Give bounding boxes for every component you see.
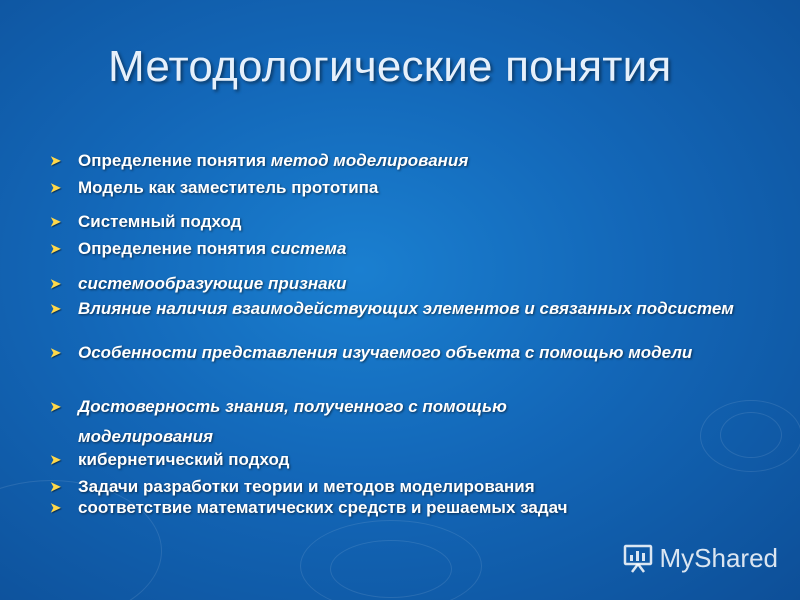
list-item-text: Достоверность знания, полученного с помощью: [78, 397, 507, 416]
list-item: [50, 178, 740, 197]
list-item-text: соответствие математических средств и решаемых задач: [78, 498, 568, 517]
list-item-continuation: [50, 427, 740, 446]
arrow-bullet-icon: ➤: [50, 241, 61, 256]
list-item: [50, 239, 740, 258]
arrow-bullet-icon: ➤: [50, 399, 61, 414]
arrow-bullet-icon: ➤: [50, 479, 61, 494]
arrow-bullet-icon: ➤: [50, 500, 61, 515]
list-item: [50, 498, 740, 517]
list-item: [50, 151, 740, 170]
list-item-text: моделирования: [78, 427, 214, 446]
list-item-text: Определение понятия система: [78, 239, 347, 258]
list-item-text: системообразующие признаки: [78, 274, 347, 293]
arrow-bullet-icon: ➤: [50, 301, 61, 316]
ripple-decoration: [330, 540, 452, 598]
list-item: [50, 343, 740, 362]
watermark-text: MyShared: [659, 542, 778, 573]
arrow-bullet-icon: ➤: [50, 180, 61, 195]
arrow-bullet-icon: ➤: [50, 153, 61, 168]
list-item: [50, 477, 740, 496]
list-item-text: Определение понятия метод моделирования: [78, 151, 469, 170]
list-item-text: Влияние наличия взаимодействующих элементов и связанных подсистем: [78, 299, 734, 318]
list-item: [50, 397, 740, 416]
arrow-bullet-icon: ➤: [50, 452, 61, 467]
list-item-text: Особенности представления изучаемого объекта с помощью модели: [78, 343, 693, 362]
arrow-bullet-icon: ➤: [50, 214, 61, 229]
arrow-bullet-icon: ➤: [50, 345, 61, 360]
list-item: [50, 299, 740, 318]
list-item: [50, 274, 740, 293]
watermark-logo: [622, 542, 779, 574]
list-item-text: Задачи разработки теории и методов моделирования: [78, 477, 535, 496]
list-item: [50, 212, 740, 231]
list-item: [50, 450, 740, 469]
list-item-text: Системный подход: [78, 212, 242, 231]
slide-title: Методологические понятия: [108, 42, 672, 91]
list-item-text: кибернетический подход: [78, 450, 290, 469]
arrow-bullet-icon: ➤: [50, 276, 61, 291]
list-item-text: Модель как заместитель прототипа: [78, 178, 379, 197]
presentation-board-icon: [622, 542, 654, 574]
